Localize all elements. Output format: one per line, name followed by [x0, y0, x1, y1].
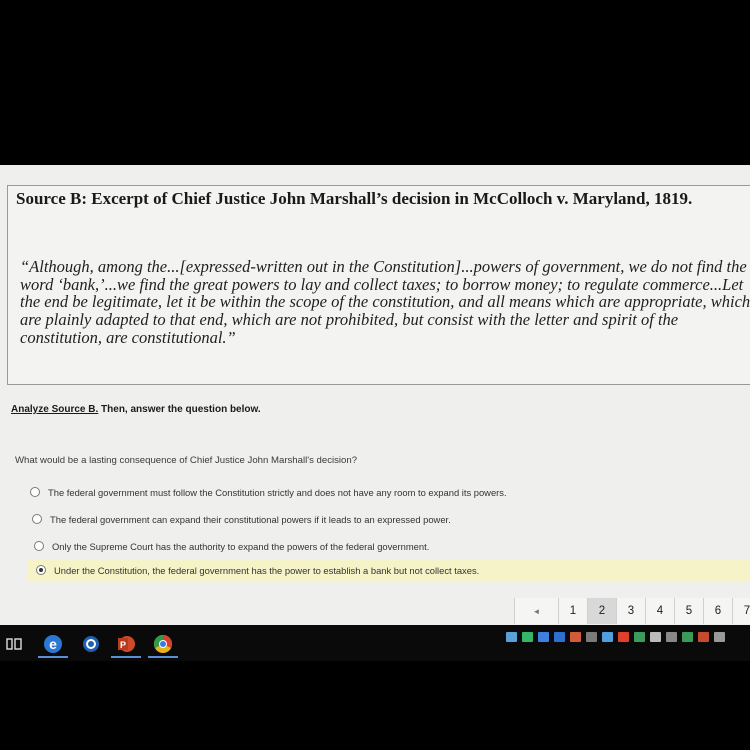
pagination	[514, 598, 750, 624]
radio-button[interactable]	[34, 541, 44, 551]
answer-option-1[interactable]	[30, 481, 590, 503]
tray-app-icon[interactable]	[554, 632, 565, 642]
source-b-link[interactable]: Analyze Source B.	[11, 404, 99, 415]
tray-app-icon[interactable]	[586, 632, 597, 642]
instructions	[11, 404, 261, 415]
question-text: What would be a lasting consequence of Chief Justice John Marshall's decision?	[15, 455, 358, 466]
tray-app-icon[interactable]	[618, 632, 629, 642]
edge-active-indicator	[38, 656, 68, 658]
page-2-button[interactable]: 2	[587, 598, 616, 624]
page-3-button[interactable]: 3	[616, 598, 645, 624]
tray-app-icon[interactable]	[714, 632, 725, 642]
taskbar	[0, 625, 750, 661]
tray-app-icon[interactable]	[570, 632, 581, 642]
tray-app-icon[interactable]	[650, 632, 661, 642]
option-label: Only the Supreme Court has the authority to expand the powers of the federal government.	[52, 540, 430, 552]
powerpoint-icon[interactable]	[113, 633, 139, 655]
radio-button[interactable]	[32, 514, 42, 524]
option-label: The federal government can expand their constitutional powers if it leads to an expressed power.	[50, 513, 451, 525]
radio-button[interactable]	[30, 487, 40, 497]
page-4-button[interactable]: 4	[645, 598, 674, 624]
answer-option-4[interactable]	[28, 559, 750, 581]
edge-icon[interactable]	[40, 633, 66, 655]
tray-app-icon[interactable]	[602, 632, 613, 642]
tray-app-icon[interactable]	[682, 632, 693, 642]
svg-text:e: e	[49, 636, 57, 652]
app-screen	[0, 165, 750, 625]
task-view-icon[interactable]	[6, 633, 22, 655]
source-quote: “Although, among the...[expressed-written out in the Constitution]...powers of government, we do not find the word ‘bank,’...we find the great powers to lay and collect taxes; to borrow money; to regulate commerce...Let the end be legitimate, let it be within the scope of the constitution, and all means which are appropriate, which are plainly adapted to that end, which are not prohibited, but consist with the letter and spirit of the constitution, are constitutional.”	[20, 257, 750, 347]
chrome-icon[interactable]	[150, 633, 176, 655]
media-icon[interactable]	[78, 633, 104, 655]
page-7-button[interactable]: 7	[732, 598, 750, 624]
answer-option-2[interactable]	[32, 508, 592, 530]
option-label: The federal government must follow the Constitution strictly and does not have any room to expand its powers.	[48, 486, 507, 498]
tray-app-icon[interactable]	[506, 632, 517, 642]
source-panel	[7, 185, 750, 385]
tray-app-icon[interactable]	[698, 632, 709, 642]
page-1-button[interactable]: 1	[558, 598, 587, 624]
svg-text:P: P	[119, 640, 127, 650]
tray-app-icon[interactable]	[666, 632, 677, 642]
option-label: Under the Constitution, the federal government has the power to establish a bank but not collect taxes.	[54, 564, 480, 576]
page-5-button[interactable]: 5	[674, 598, 703, 624]
page-6-button[interactable]: 6	[703, 598, 732, 624]
answer-option-3[interactable]	[34, 535, 594, 557]
previous-page-button[interactable]: ◄	[514, 598, 558, 624]
powerpoint-active-indicator	[111, 656, 141, 658]
tray-app-icon[interactable]	[634, 632, 645, 642]
instructions-text: Then, answer the question below.	[98, 404, 261, 415]
chrome-active-indicator	[148, 656, 178, 658]
tray-app-icon[interactable]	[538, 632, 549, 642]
tray-app-icon[interactable]	[522, 632, 533, 642]
source-title: Source B: Excerpt of Chief Justice John Marshall’s decision in McColloch v. Maryland, 1819.	[16, 189, 693, 208]
system-tray	[506, 630, 750, 644]
radio-button[interactable]	[36, 565, 46, 575]
